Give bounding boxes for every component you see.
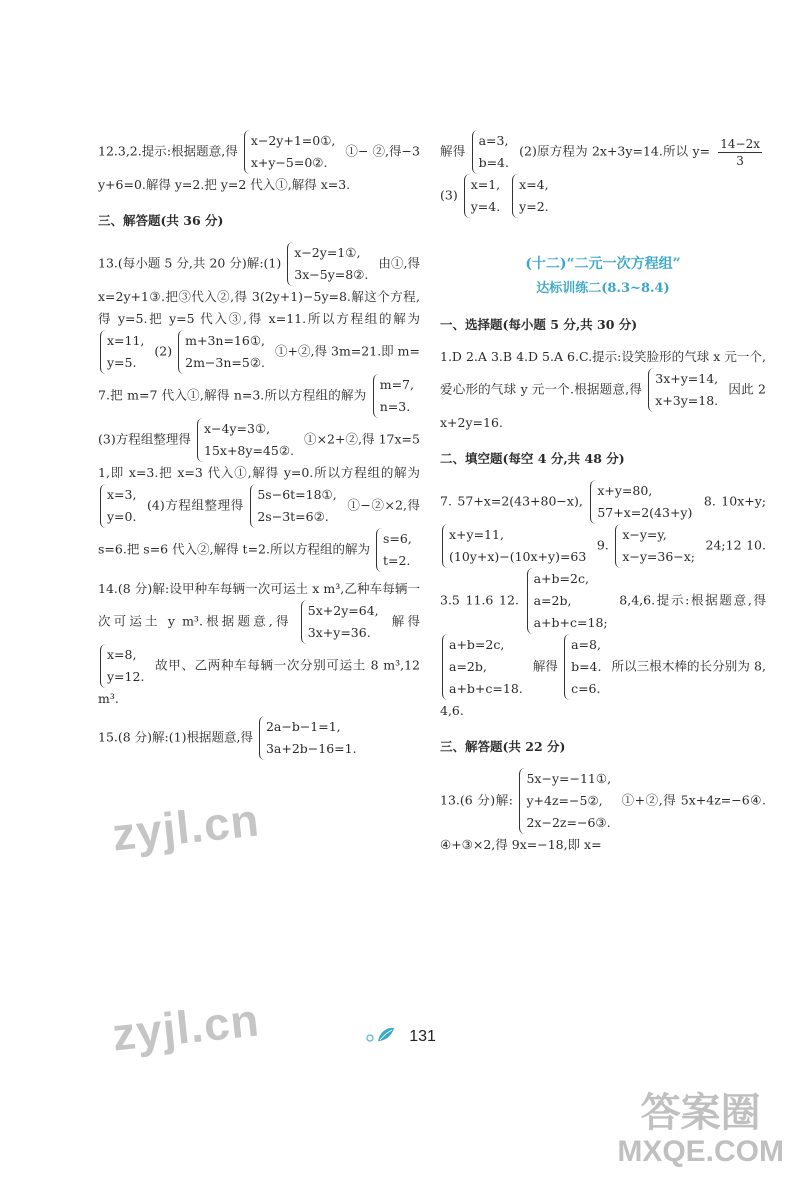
section-heading-1: 一、选择题(每小题 5 分,共 30 分): [440, 317, 638, 332]
equation-system: x=4, y=2.: [512, 174, 548, 218]
equation-system: x+y=80, 57+x=2(43+y): [590, 480, 692, 524]
watermark-text: zyjl.cn: [109, 993, 262, 1061]
q13-answer: 13.(每小题 5 分,共 20 分)解:(1) x−2y=1①, 3x−5y=8②. 由①,得 x=2y+1③.把③代入②,得 3(2y+1)−5y=8.解这个方程,得 y=5.把 y=5 代入③,得 x=11.所以方程组的解为 x=11, y=5. (2) m+3n=16①, 2m−3n=5②. ①+②,得 3m=21.即 m=7.把 m=7 代入①,解得 n=3.所以方程组的解为 m=7, n=3. (3)方程组整理得 x−4y=3①, 15x+8y=45②. ①×2+②,得 17x=51,即 x=3.把 x=3 代入①,解得 y=0.所以方程组的解为 x=3, y=0. (4)方程组整理得 5s−6t=18①, 2s−3t=6②. ①−②×2,得 s=6.把 s=6 代入②,解得 t=2.所以方程组的解为 s=6, t=2.: [98, 242, 420, 572]
unit-title: (十二)“二元一次方程组”: [525, 256, 681, 272]
equation-system: m+3n=16①, 2m−3n=5②.: [178, 330, 265, 374]
equation-system: 5x+2y=64, 3x+y=36.: [301, 600, 379, 644]
q12-answer: 12.3,2.提示:根据题意,得 x−2y+1=0①, x+y−5=0②. ①− ②,得−3y+6=0.解得 y=2.把 y=2 代入①,解得 x=3.: [98, 130, 420, 196]
equation-system: x−2y+1=0①, x+y−5=0②.: [244, 130, 336, 174]
section-heading-3-right: 三、解答题(共 22 分): [440, 739, 566, 754]
equation-system: a=3, b=4.: [472, 130, 509, 174]
fill-answers: 7. 57+x=2(43+80−x), x+y=80, 57+x=2(43+y) 8. 10x+y; x+y=11, (10y+x)−(10x+y)=63 9. x−y=y, x−y=36−x; 24;12 10.3.5 11.6 12. a+b=2c, a=2b, a+b+c=18; 8,4,6.提示:根据题意,得 a+b=2c, a=2b, a+b+c=18. 解得 a=8, b=4. c=6. 所以三根木棒的长分别为 8,4,6.: [440, 480, 766, 722]
right-column: [440, 130, 766, 856]
section-heading-2: 二、填空题(每空 4 分,共 48 分): [440, 451, 625, 466]
corner-watermark: 答案圈 MXQE.COM: [617, 1091, 784, 1168]
equation-system: a=8, b=4. c=6.: [564, 634, 601, 700]
q15-answer: 15.(8 分)解:(1)根据题意,得 2a−b−1=1, 3a+2b−16=1.: [98, 716, 420, 760]
equation-system: x−4y=3①, 15x+8y=45②.: [197, 418, 294, 462]
page-number: 131: [409, 1028, 436, 1045]
fraction: $\frac{14-2x}{3}$: [720, 136, 760, 168]
equation-system: x−y=y, x−y=36−x;: [615, 524, 695, 568]
equation-system: 5s−6t=18①, 2s−3t=6②.: [250, 484, 336, 528]
equation-system: x=1, y=4.: [464, 174, 500, 218]
equation-system: a+b=2c, a=2b, a+b+c=18.: [442, 634, 523, 700]
q14-answer: 14.(8 分)解:设甲种车每辆一次可运土 x m³,乙种车每辆一次可运土 y m³.根据题意,得 5x+2y=64, 3x+y=36. 解得 x=8, y=12. 故甲、乙两种车每辆一次分别可运土 8 m³,12 m³.: [98, 581, 420, 706]
equation-system: 5x−y=−11①, y+4z=−5②, 2x−2z=−6③.: [519, 768, 611, 834]
left-column: [98, 130, 420, 760]
equation-system: a+b=2c, a=2b, a+b+c=18;: [527, 568, 608, 634]
section-heading-3: 三、解答题(共 36 分): [98, 213, 224, 228]
leaf-decoration-icon: [364, 1025, 398, 1049]
equation-system: x−2y=1①, 3x−5y=8②.: [287, 242, 368, 286]
equation-system: m=7, n=3.: [373, 374, 414, 418]
page-footer: [0, 1025, 800, 1049]
equation-system: x=11, y=5.: [100, 330, 144, 374]
unit-subtitle: 达标训练二(8.3~8.4): [536, 281, 670, 296]
equation-system: x+y=11, (10y+x)−(10x+y)=63: [442, 524, 586, 568]
q15-continued: 解得 a=3, b=4. (2)原方程为 2x+3y=14.所以 y= $\frac{14-2x}{3}$ (3) x=1, y=4. x=4, y=2.: [440, 130, 766, 218]
watermark-text: zyjl.cn: [109, 793, 262, 861]
equation-system: x=3, y=0.: [100, 484, 136, 528]
equation-system: 2a−b−1=1, 3a+2b−16=1.: [259, 716, 357, 760]
equation-system: x=8, y=12.: [100, 644, 144, 688]
equation-system: 3x+y=14, x+3y=18.: [648, 368, 718, 412]
choice-answers: 1.D 2.A 3.B 4.D 5.A 6.C.提示:设笑脸形的气球 x 元一个,爱心形的气球 y 元一个.根据题意,得 3x+y=14, x+3y=18. 因此 2x+2y=16.: [440, 349, 766, 430]
q13-right-answer: 13.(6 分)解: 5x−y=−11①, y+4z=−5②, 2x−2z=−6③. ①+②,得 5x+4z=−6④.④+③×2,得 9x=−18,即 x=: [440, 768, 766, 856]
equation-system: s=6, t=2.: [376, 528, 412, 572]
